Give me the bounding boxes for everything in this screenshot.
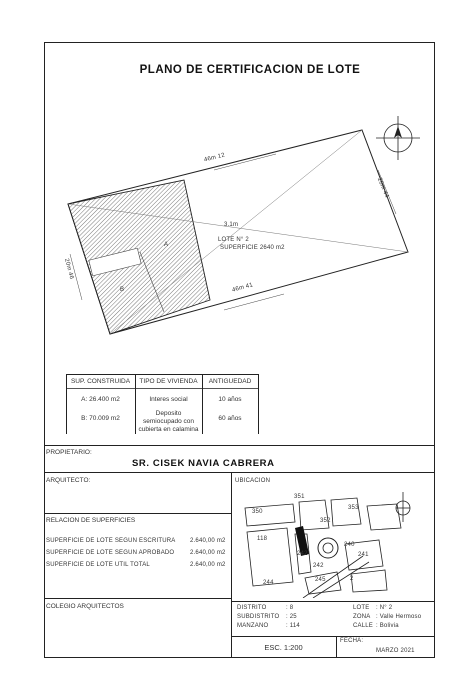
zona-label: ZONA — [353, 614, 371, 620]
owner-separator — [44, 472, 435, 473]
owner-label: PROPIETARIO: — [46, 449, 92, 456]
calle-value: : Bolivia — [376, 623, 399, 629]
cell-a-type: Interes social — [149, 396, 188, 403]
map-label: 2 — [350, 576, 354, 582]
lote-label: LOTE — [353, 605, 370, 611]
cell-b-type: Deposito semiocupado con cubierta en calamina — [138, 410, 199, 433]
zona-value: : Valle Hermoso — [376, 614, 422, 620]
architect-separator — [44, 513, 231, 514]
cell-b-area: B: 70.009 m2 — [81, 415, 120, 422]
areas-table — [66, 374, 258, 434]
left-side-dimension: 20m 46 — [62, 257, 75, 281]
map-label: 241 — [358, 552, 369, 558]
map-separator — [231, 601, 435, 602]
centre-dimension: 3.1m — [224, 222, 239, 228]
relation-row-2-label: SUPERFICIE DE LOTE SEGUN APROBADO — [46, 550, 175, 556]
right-side-dimension: 20m 44 — [375, 177, 390, 199]
lote-value: : N° 2 — [376, 605, 393, 611]
map-label: 242 — [313, 563, 324, 569]
built-label-b: B — [120, 287, 125, 293]
relations-label: RELACION DE SUPERFICIES — [46, 517, 136, 524]
relation-row-2-value: 2.640,00 m2 — [190, 550, 226, 556]
relations-separator — [44, 598, 231, 599]
relation-row-3-value: 2.640,00 m2 — [190, 562, 226, 568]
map-label: 351 — [294, 494, 305, 500]
map-label: 352 — [320, 518, 331, 524]
relation-row-1-label: SUPERFICIE DE LOTE SEGUN ESCRITURA — [46, 538, 176, 544]
distrito-value: : 8 — [286, 605, 294, 611]
header-tipo-vivienda: TIPO DE VIVIENDA — [139, 378, 198, 385]
page-title: PLANO DE CERTIFICACION DE LOTE — [139, 64, 361, 76]
header-antiguedad: ANTIGUEDAD — [208, 378, 252, 385]
map-label: 240 — [344, 542, 355, 548]
lot-surface: SUPERFICIE 2640 m2 — [220, 245, 285, 251]
date-label: FECHA: — [340, 638, 364, 644]
subdistrito-value: : 25 — [286, 614, 297, 620]
site-plan — [44, 42, 435, 362]
cell-b-age: 60 años — [218, 415, 242, 422]
manzano-label: MANZANO — [237, 623, 269, 629]
cell-a-area: A: 26.400 m2 — [81, 396, 120, 403]
map-label: 118 — [257, 536, 268, 542]
map-label: 242 — [297, 551, 308, 557]
map-label: 353 — [348, 505, 359, 511]
lot-number: LOTE N° 2 — [218, 237, 249, 243]
scale-top-line — [231, 636, 435, 637]
map-label: 245 — [315, 577, 326, 583]
titleblock-top-line — [44, 445, 435, 446]
distrito-label: DISTRITO — [237, 605, 267, 611]
map-label: 244 — [263, 580, 274, 586]
manzano-value: : 114 — [286, 623, 300, 629]
calle-label: CALLE — [353, 623, 374, 629]
header-sup-construida: SUP. CONSTRUIDA — [70, 378, 131, 385]
built-label-a: A — [164, 242, 169, 248]
date-value: MARZO 2021 — [376, 648, 415, 654]
north-arrow-icon — [376, 116, 420, 160]
subdistrito-label: SUBDISTRITO — [237, 614, 280, 620]
relation-row-3-label: SUPERFICIE DE LOTE UTIL TOTAL — [46, 562, 150, 568]
scale-divider — [336, 636, 337, 658]
scale-label: ESC. 1:200 — [264, 643, 303, 652]
map-label: 350 — [252, 509, 263, 515]
architect-label: ARQUITECTO: — [46, 477, 91, 484]
column-divider — [231, 472, 232, 658]
compass-icon — [396, 492, 410, 522]
top-side-dimension: 46m 12 — [203, 152, 226, 164]
bottom-side-dimension: 46m 41 — [231, 282, 254, 294]
cell-a-age: 10 años — [218, 396, 242, 403]
owner-name: SR. CISEK NAVIA CABRERA — [132, 458, 275, 469]
location-label: UBICACION — [235, 478, 271, 484]
college-label: COLEGIO ARQUITECTOS — [46, 603, 124, 610]
relation-row-1-value: 2.640,00 m2 — [190, 538, 226, 544]
